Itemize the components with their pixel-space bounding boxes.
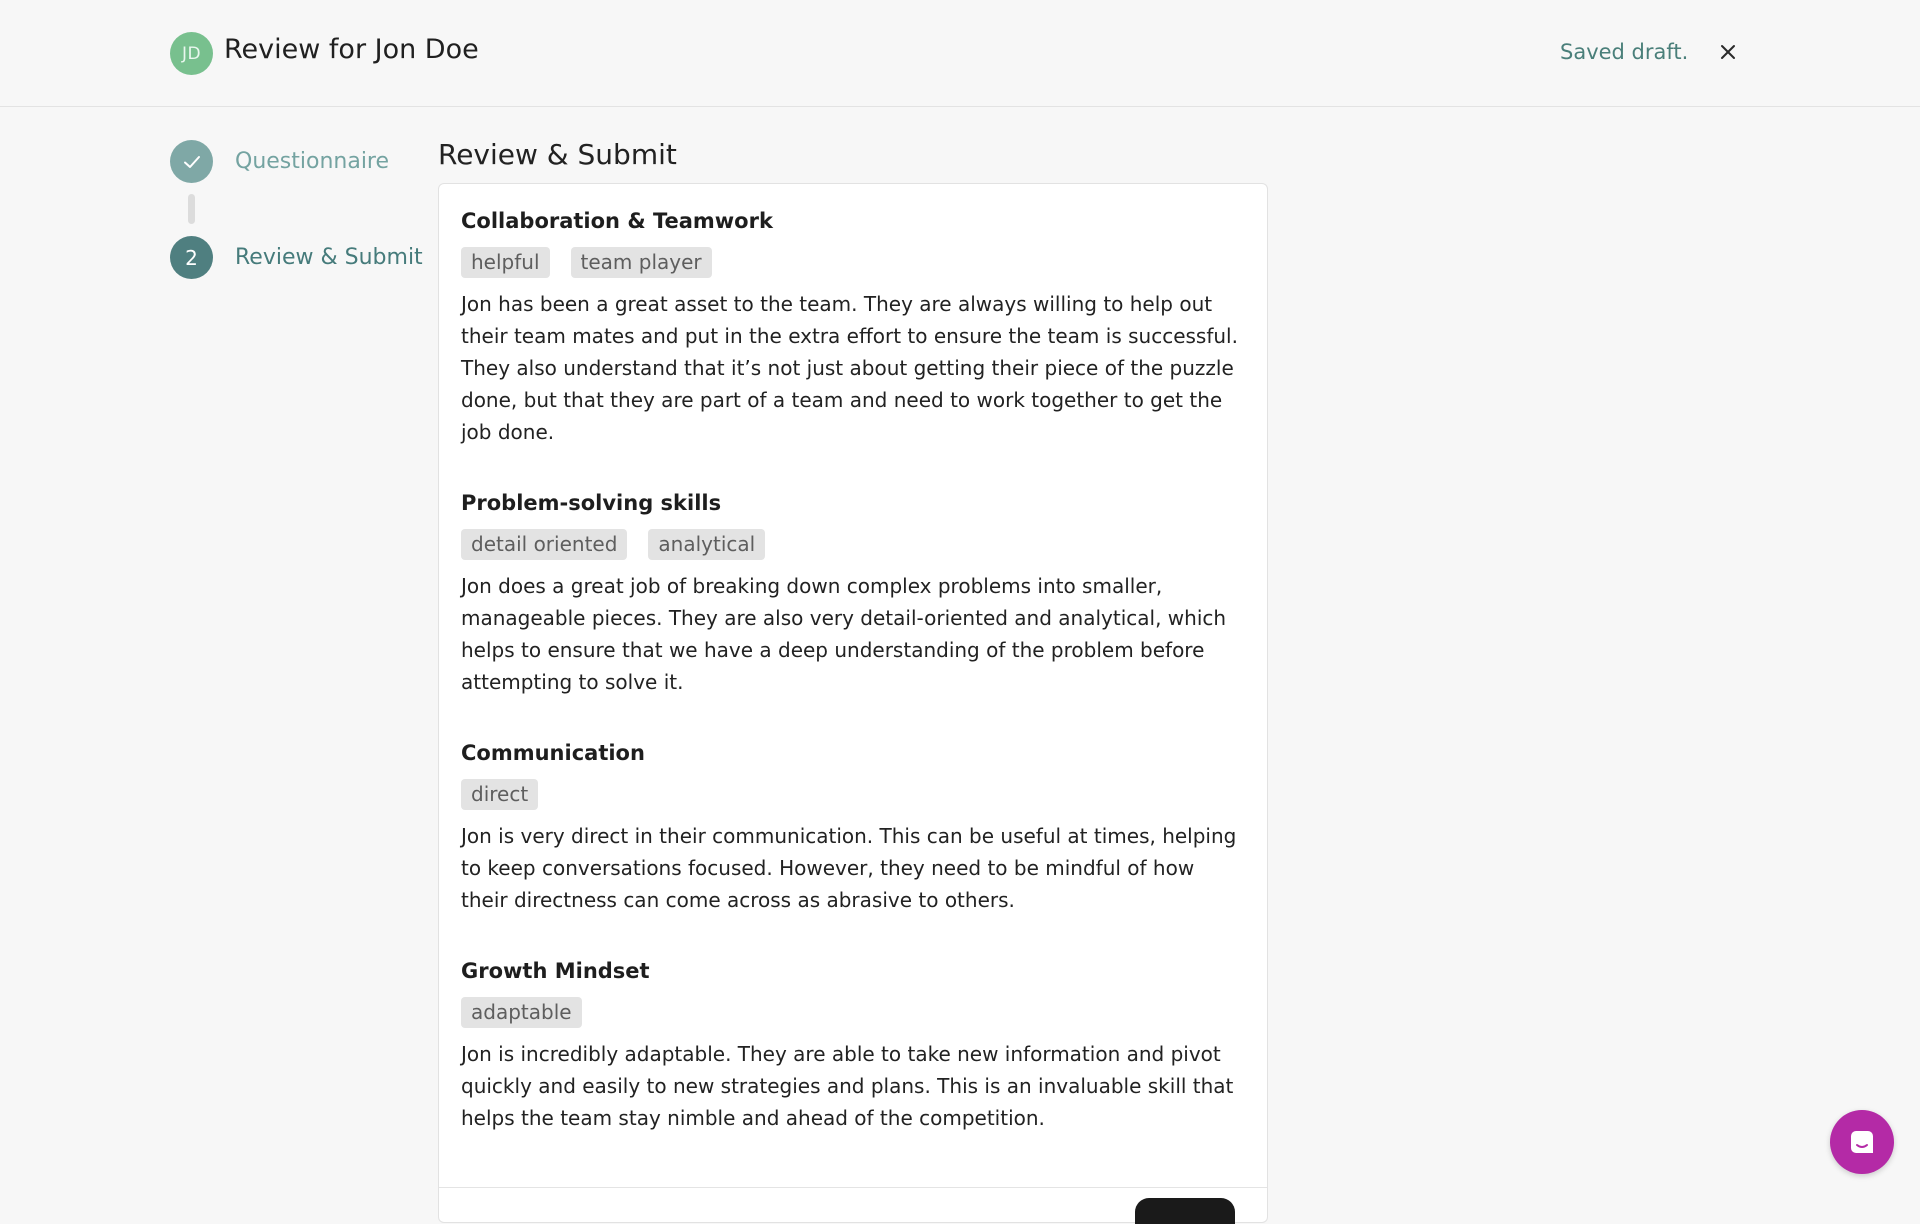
competency-list bbox=[461, 206, 1245, 1134]
tag[interactable]: helpful bbox=[461, 247, 550, 278]
close-button[interactable] bbox=[1714, 38, 1742, 66]
submit-button[interactable] bbox=[1135, 1198, 1235, 1224]
close-icon bbox=[1714, 38, 1742, 66]
review-card bbox=[438, 183, 1268, 1223]
chat-icon bbox=[1846, 1126, 1878, 1158]
tag-list bbox=[461, 997, 1245, 1028]
avatar: JD bbox=[170, 32, 213, 75]
tag[interactable]: team player bbox=[571, 247, 712, 278]
tag[interactable]: detail oriented bbox=[461, 529, 627, 560]
tag[interactable]: analytical bbox=[648, 529, 765, 560]
competency-section bbox=[461, 206, 1245, 448]
checkmark-icon bbox=[181, 151, 203, 173]
competency-comment: Jon has been a great asset to the team. They are always willing to help out their team mates and put in the extra effort to ensure the team is successful. They also understand that it’s not just about getting their piece of the puzzle done, but that they are part of a team and need to work together to get the job done. bbox=[461, 292, 1238, 444]
competency-section bbox=[461, 956, 1245, 1134]
tag-list bbox=[461, 247, 1245, 278]
chat-launcher-button[interactable] bbox=[1830, 1110, 1894, 1174]
competency-title: Problem-solving skills bbox=[461, 491, 722, 515]
competency-section bbox=[461, 738, 1245, 916]
tag[interactable]: adaptable bbox=[461, 997, 582, 1028]
tag-list bbox=[461, 779, 1245, 810]
step-completed-indicator bbox=[170, 140, 213, 183]
tag-list bbox=[461, 529, 1245, 560]
section-heading: Review & Submit bbox=[438, 138, 677, 171]
page-title: Review for Jon Doe bbox=[224, 34, 479, 65]
competency-title: Communication bbox=[461, 741, 645, 765]
tag[interactable]: direct bbox=[461, 779, 538, 810]
competency-comment: Jon is incredibly adaptable. They are able to take new information and pivot quickly and easily to new strategies and plans. This is an invaluable skill that helps the team stay nimble and ahead of the competition. bbox=[461, 1042, 1234, 1130]
top-bar bbox=[0, 0, 1920, 107]
competency-section bbox=[461, 488, 1245, 698]
competency-comment: Jon is very direct in their communication. This can be useful at times, helping to keep conversations focused. However, they need to be mindful of how their directness can come across as abrasive to others. bbox=[461, 824, 1237, 912]
card-footer bbox=[439, 1187, 1267, 1188]
competency-title: Collaboration & Teamwork bbox=[461, 209, 773, 233]
competency-title: Growth Mindset bbox=[461, 959, 650, 983]
step-label: Questionnaire bbox=[235, 149, 390, 174]
save-status-text: Saved draft. bbox=[1560, 40, 1689, 64]
step-number: 2 bbox=[170, 236, 213, 279]
step-connector bbox=[188, 194, 195, 224]
competency-comment: Jon does a great job of breaking down complex problems into smaller, manageable pieces. They are also very detail-oriented and analytical, which helps to ensure that we have a deep understanding of the problem before attempting to solve it. bbox=[461, 574, 1227, 694]
step-label: Review & Submit bbox=[235, 245, 423, 270]
step-questionnaire[interactable] bbox=[170, 140, 389, 183]
step-review-submit[interactable] bbox=[170, 236, 423, 279]
